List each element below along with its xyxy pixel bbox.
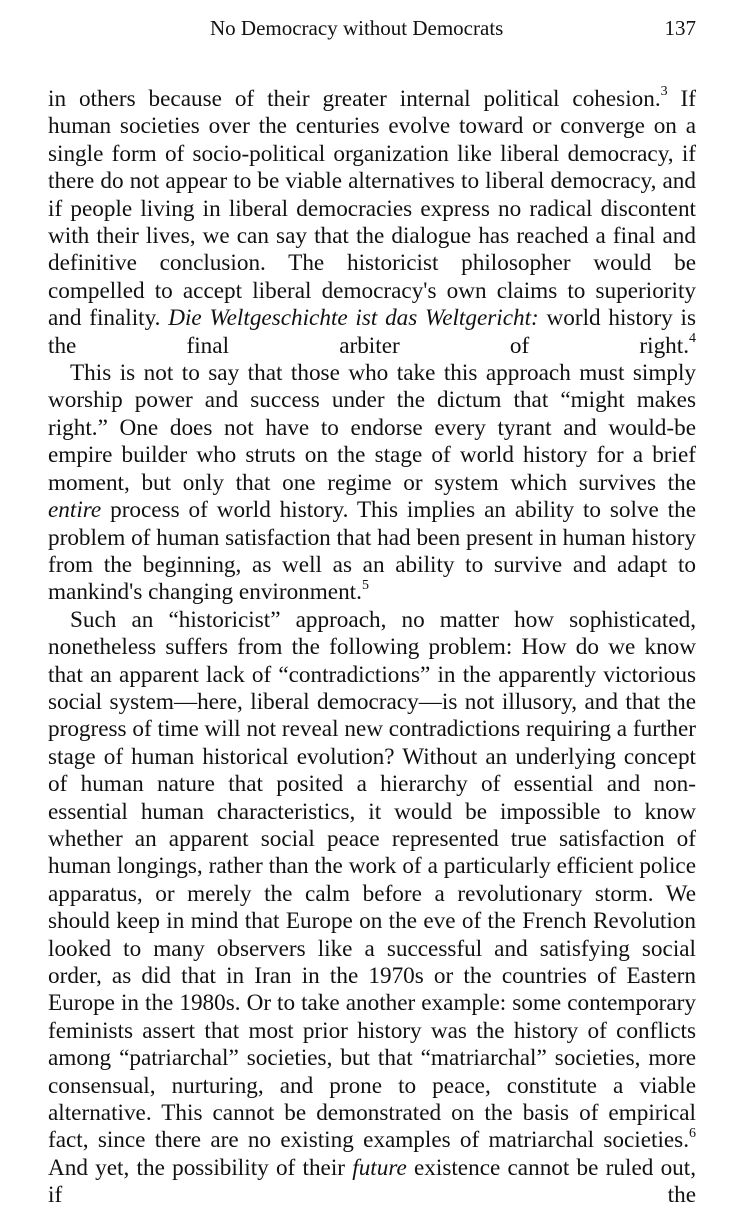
footnote-ref: 4 bbox=[689, 330, 696, 346]
text-segment: Such an “historicist” approach, no matter how sophisticated, nonetheless suffers from the following problem: How do we know that an apparent lack of “contradictions” in the apparently victorious social system—here, liberal democracy—is not illusory, and that the progress of time will not reveal new contradictions requiring a further stage of human historical evolution? Without an underlying concept of human nature that posited a hierarchy of essential and non-essential human characteristics, it would be impossible to know whether an apparent social peace represented true satisfaction of human longings, rather than the work of a particularly efficient police apparatus, or merely the calm before a revolutionary storm. We should keep in mind that Europe on the eve of the French Revolution looked to many observers like a successful and satisfying social order, as did that in Iran in the 1970s or the countries of Eastern Europe in the 1980s. Or to take another example: some contemporary feminists assert that most prior history was the history of conflicts among “patriarchal” societies, but that “matriarchal” societies, more consensual, nurturing, and prone to peace, constitute a viable alternative. This cannot be demonstrated on the basis of empirical fact, since there are no existing examples of matriarchal societies. bbox=[48, 606, 696, 1154]
footnote-ref: 3 bbox=[660, 84, 668, 100]
running-title: No Democracy without Democrats bbox=[210, 16, 504, 40]
body-text bbox=[48, 86, 696, 1210]
paragraph bbox=[48, 360, 696, 607]
text-segment: This is not to say that those who take this approach must simply worship power and success under the dictum that “might makes right.” One does not have to endorse every tyrant and would-be empire builder who struts on the stage of world history for a brief moment, but only that one regime or system which survives the bbox=[48, 360, 696, 496]
footnote-ref: 5 bbox=[361, 577, 369, 593]
text-segment: And yet, the possibility of their bbox=[48, 1154, 353, 1181]
footnote-ref: 6 bbox=[689, 1125, 696, 1141]
page-number: 137 bbox=[664, 16, 696, 40]
text-segment: world history is the final arbiter of right. bbox=[48, 305, 696, 359]
text-segment: existence cannot be ruled out, if the bbox=[48, 1154, 696, 1209]
running-header bbox=[48, 12, 696, 44]
italic-segment: Die Weltgeschichte ist das Weltgericht: bbox=[168, 305, 539, 332]
italic-segment: future bbox=[352, 1154, 407, 1181]
paragraph bbox=[48, 607, 696, 1210]
text-segment: process of world history. This implies an ability to solve the problem of human satisfaction that had been present in human history from the beginning, as well as an ability to survive and adapt to mankind's changing environment. bbox=[48, 497, 696, 606]
italic-segment: entire bbox=[48, 497, 102, 524]
text-segment: If human societies over the centuries evolve toward or converge on a single form of socio-political organization like liberal democracy, if there do not appear to be viable alternatives to liberal democracy, and if people living in liberal democracies express no radical discontent with their lives, we can say that the dialogue has reached a final and definitive conclusion. The historicist philosopher would be compelled to accept liberal democracy's own claims to superiority and finality. bbox=[48, 86, 697, 332]
paragraph bbox=[48, 86, 696, 360]
text-segment: in others because of their greater internal political cohesion. bbox=[48, 86, 661, 112]
